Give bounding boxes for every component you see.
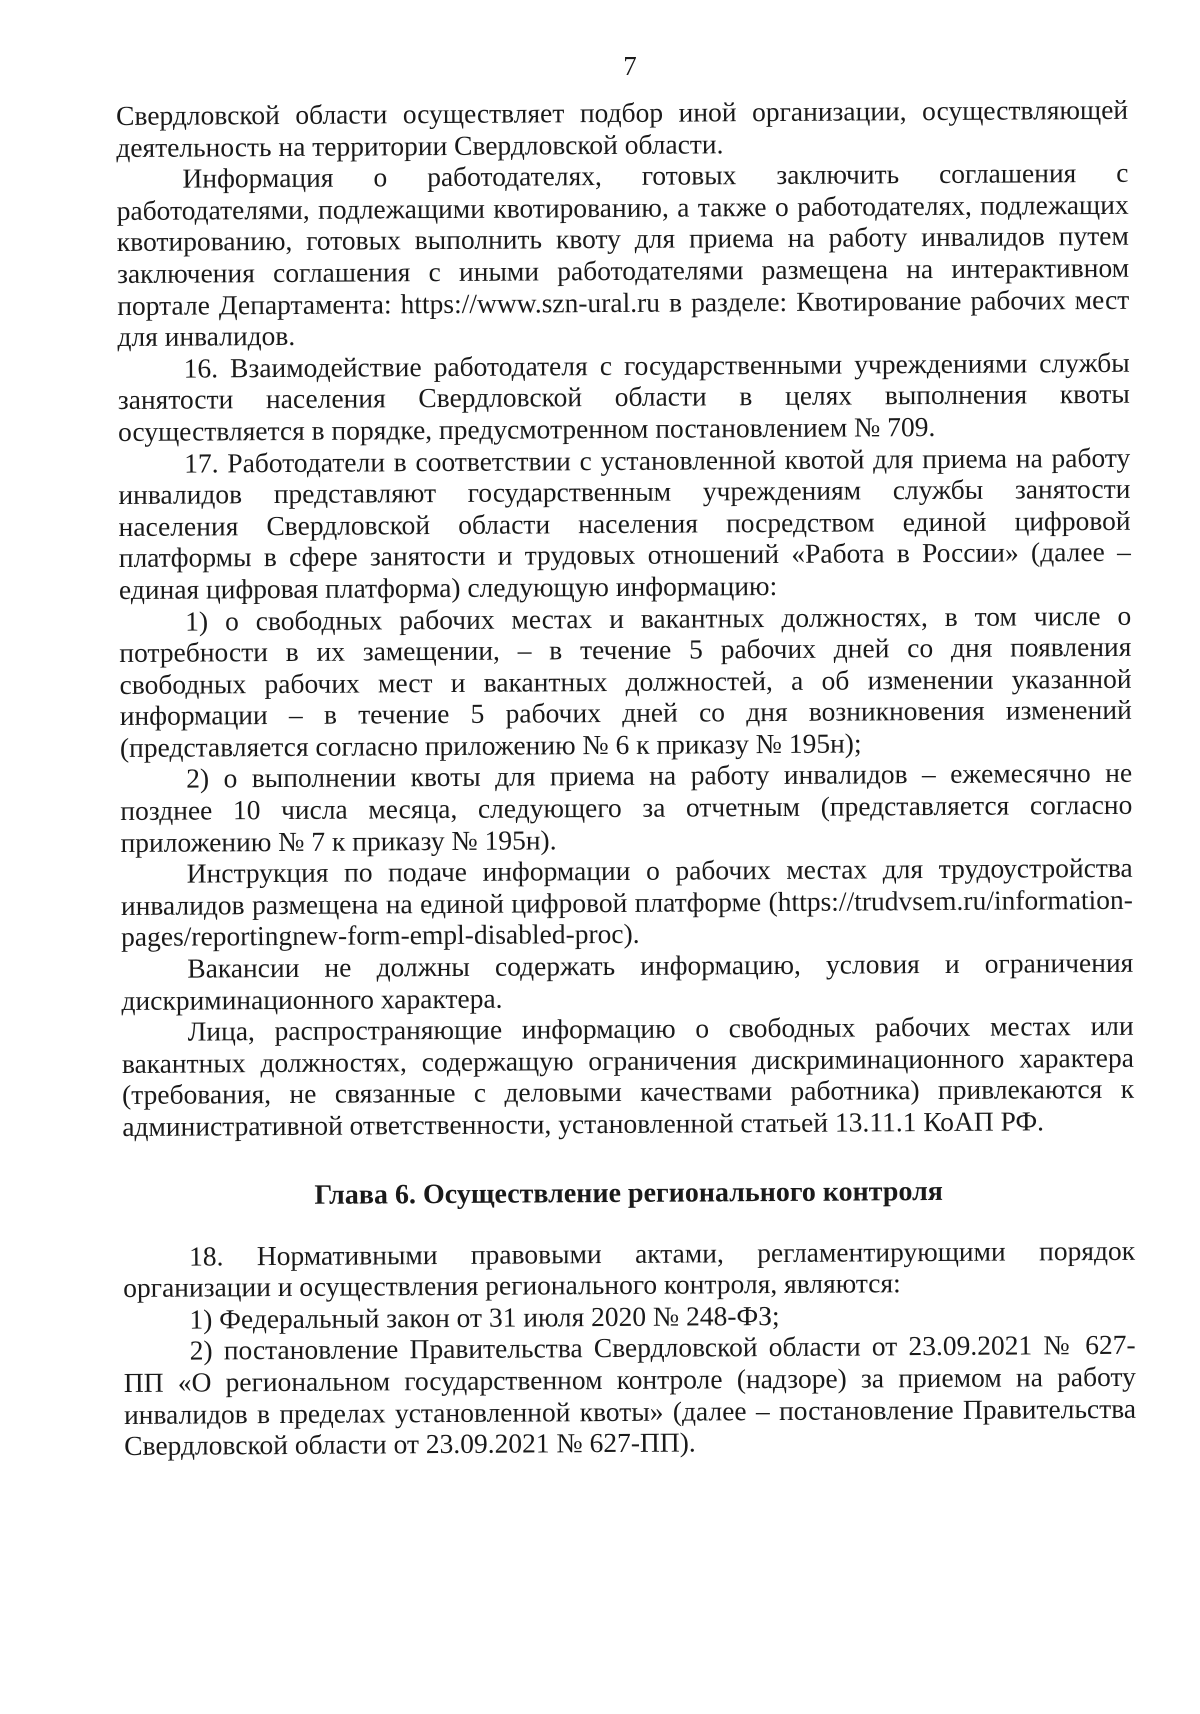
paragraph: Информация о работодателях, готовых заключить соглашения с работодателями, подлежащими квотированию, а также о работодателях, подлежащих квотированию, готовых выполнить квоту для приема на работу инвалидов путем заключения соглашения с иными работодателями размещена на интерактивном портале Департамента: https://www.szn-ural.ru в разделе: Квотирование рабочих мест для инвалидов. [116, 157, 1130, 353]
paragraph-item-16: 16. Взаимодействие работодателя с государственными учреждениями службы занятости населения Свердловской области в целях выполнения квоты осуществляется в порядке, предусмотренном постановлением № 709. [117, 346, 1130, 447]
chapter-heading: Глава 6. Осуществление регионального контроля [314, 1175, 943, 1211]
paragraph: Лица, распространяющие информацию о свободных рабочих местах или вакантных должностях, содержащую ограничения дискриминационного характера (требования, не связанные с деловыми качествами работника) привлекаются к административной ответственности, установленной статьей 13.11.1 КоАП РФ. [121, 1010, 1135, 1142]
document-body [116, 94, 1136, 1462]
subitem-1: 1) о свободных рабочих местах и вакантных должностях, в том числе о потребности в их замещении, – в течение 5 рабочих дней со дня появления свободных рабочих мест и вакантных должностей, а об изменении указанной информации – в течение 5 рабочих дней со дня возникновения изменений (представляется согласно приложению № 6 к приказу № 195н); [119, 599, 1132, 763]
paragraph: Инструкция по подаче информации о рабочих местах для трудоустройства инвалидов размещена на единой цифровой платформе (https://trudvsem.ru/information-pages/reportingnew-form-empl-disabled-proc). [120, 852, 1133, 953]
page-number: 7 [623, 51, 637, 81]
subitem-1: 1) Федеральный закон от 31 июля 2020 № 248-ФЗ; [189, 1299, 780, 1335]
paragraph: Свердловской области осуществляет подбор иной организации, осуществляющей деятельность на территории Свердловской области. [116, 93, 1129, 163]
chapter-body [123, 1234, 1136, 1461]
paragraph-item-17: 17. Работодатели в соответствии с установленной квотой для приема на работу инвалидов представляют государственным учреждениям службы занятости населения Свердловской области населения посредством единой цифровой платформы в сфере занятости и трудовых отношений «Работа в России» (далее – единая цифровая платформа) следующую информацию: [118, 441, 1131, 605]
paragraph: Вакансии не должны содержать информацию, условия и ограничения дискриминационного характера. [121, 946, 1134, 1016]
subitem-2: 2) постановление Правительства Свердловской области от 23.09.2021 № 627-ПП «О региональном государственном контроле (надзоре) за приемом на работу инвалидов в пределах установленной квоты» (далее – постановление Правительства Свердловской области от 23.09.2021 № 627-ПП). [123, 1329, 1137, 1462]
paragraph-item-18: 18. Нормативными правовыми актами, регламентирующими порядок организации и осуществления регионального контроля, являются: [123, 1234, 1136, 1304]
subitem-2: 2) о выполнении квоты для приема на работу инвалидов – ежемесячно не позднее 10 числа месяца, следующего за отчетным (представляется согласно приложению № 7 к приказу № 195н). [120, 757, 1133, 858]
